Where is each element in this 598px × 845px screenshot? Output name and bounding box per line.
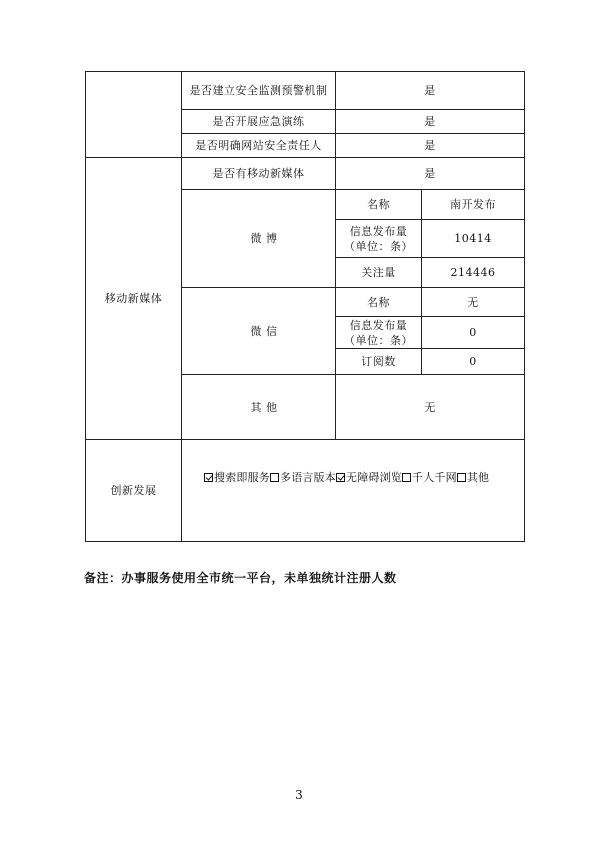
checkbox-empty-icon[interactable] bbox=[457, 473, 466, 482]
wechat-name-value: 无 bbox=[422, 288, 525, 317]
wechat-posts-value: 0 bbox=[422, 317, 525, 349]
row-label: 是否开展应急演练 bbox=[182, 110, 336, 134]
checkbox-checked-icon[interactable] bbox=[204, 473, 213, 482]
innovation-options bbox=[204, 471, 489, 484]
weibo-label: 微 博 bbox=[182, 190, 336, 288]
mobile-media-section-label: 移动新媒体 bbox=[86, 158, 182, 440]
table-row bbox=[86, 158, 525, 190]
innovation-options-cell bbox=[182, 440, 525, 542]
checkbox-empty-icon[interactable] bbox=[402, 473, 411, 482]
row-label: 是否建立安全监测预警机制 bbox=[182, 72, 336, 110]
row-value: 是 bbox=[336, 72, 525, 110]
other-value: 无 bbox=[336, 375, 525, 440]
weibo-follow-value: 214446 bbox=[422, 258, 525, 288]
footnote: 备注：办事服务使用全市统一平台，未单独统计注册人数 bbox=[84, 571, 397, 585]
empty-section-cell bbox=[86, 72, 182, 158]
option-search-service[interactable]: 搜索即服务 bbox=[204, 471, 270, 484]
table-row bbox=[86, 72, 525, 110]
other-label: 其 他 bbox=[182, 375, 336, 440]
has-media-label: 是否有移动新媒体 bbox=[182, 158, 336, 190]
wechat-posts-label: 信息发布量（单位：条） bbox=[336, 317, 422, 349]
wechat-name-label: 名称 bbox=[336, 288, 422, 317]
weibo-name-label: 名称 bbox=[336, 190, 422, 220]
page-number: 3 bbox=[295, 788, 303, 802]
row-value: 是 bbox=[336, 134, 525, 158]
checkbox-checked-icon[interactable] bbox=[336, 473, 345, 482]
innovation-section-label: 创新发展 bbox=[86, 440, 182, 542]
weibo-follow-label: 关注量 bbox=[336, 258, 422, 288]
option-other[interactable]: 其他 bbox=[457, 471, 489, 484]
option-personalized[interactable]: 千人千网 bbox=[402, 471, 457, 484]
weibo-name-value: 南开发布 bbox=[422, 190, 525, 220]
table-row bbox=[86, 440, 525, 542]
weibo-posts-label: 信息发布量（单位：条） bbox=[336, 220, 422, 258]
option-accessibility[interactable]: 无障碍浏览 bbox=[336, 471, 402, 484]
row-label: 是否明确网站安全责任人 bbox=[182, 134, 336, 158]
wechat-label: 微 信 bbox=[182, 288, 336, 375]
row-value: 是 bbox=[336, 110, 525, 134]
checkbox-empty-icon[interactable] bbox=[270, 473, 279, 482]
option-multilanguage[interactable]: 多语言版本 bbox=[270, 471, 336, 484]
has-media-value: 是 bbox=[336, 158, 525, 190]
wechat-subs-label: 订阅数 bbox=[336, 349, 422, 375]
weibo-posts-value: 10414 bbox=[422, 220, 525, 258]
report-table bbox=[85, 71, 525, 542]
wechat-subs-value: 0 bbox=[422, 349, 525, 375]
